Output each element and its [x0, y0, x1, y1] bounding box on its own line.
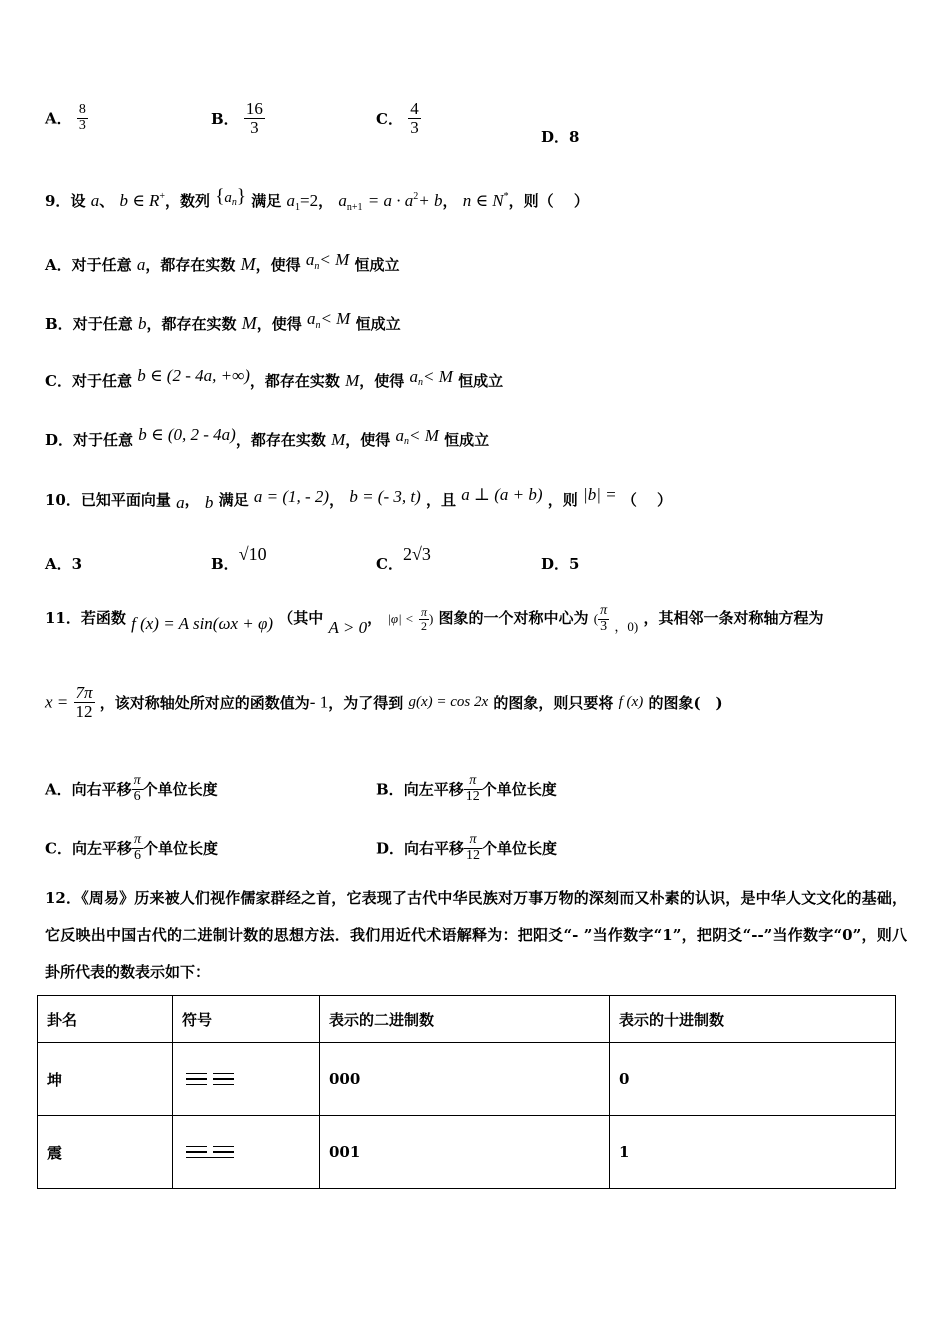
- q11-option-a: [45, 774, 218, 804]
- option-label: B．: [45, 315, 73, 333]
- text: 恒成立: [354, 256, 400, 274]
- numerator: π: [420, 605, 427, 620]
- table-cell: 001: [320, 1116, 610, 1189]
- option-label: B．: [211, 555, 239, 573]
- math: < M: [409, 426, 439, 445]
- option-value: 5: [569, 555, 580, 573]
- text: 满足: [251, 192, 282, 210]
- text: ，数列: [165, 192, 211, 210]
- q11-option-b: [376, 774, 557, 804]
- text: ，该对称轴处所对应的函数值为: [99, 693, 310, 712]
- text: 向右平移: [71, 780, 132, 799]
- q10-option-c: [376, 544, 431, 573]
- text: 个单位长度: [482, 839, 558, 858]
- option-label: A．: [45, 256, 72, 274]
- math: b ∈ R: [119, 191, 160, 210]
- q9-option-b: B．对于任意 b，都存在实数 M，使得 an< M 恒成立: [45, 309, 401, 333]
- math: g(x) = cos 2x: [408, 693, 489, 710]
- numerator: π: [464, 833, 482, 849]
- math: M: [331, 430, 346, 449]
- table-header: 表示的十进制数: [610, 996, 896, 1043]
- fraction: [132, 833, 143, 863]
- table-row: [38, 1043, 896, 1116]
- question-number: 11．: [45, 609, 81, 628]
- option-label: C．: [45, 372, 72, 390]
- option-label: A．: [45, 780, 72, 799]
- math: a: [136, 255, 146, 274]
- q10-stem: [45, 485, 672, 513]
- q8-option-d: [541, 126, 579, 147]
- table-cell: 震: [38, 1116, 173, 1189]
- math: + b: [418, 191, 443, 210]
- text: ，: [367, 609, 383, 628]
- text: （ ）: [621, 491, 673, 509]
- math: < M: [320, 309, 351, 328]
- text: ，则（ ）: [508, 192, 589, 210]
- text: ，其相邻一条对称轴方程为: [643, 609, 824, 628]
- math: *: [503, 191, 509, 202]
- numerator: π: [600, 603, 608, 618]
- math: A > 0: [328, 618, 368, 638]
- text: 恒成立: [458, 372, 504, 390]
- math: ，0): [614, 619, 639, 635]
- option-label: C．: [45, 839, 72, 858]
- option-label: B．: [211, 109, 239, 128]
- q10-option-a: [45, 553, 82, 574]
- fraction: [464, 833, 482, 863]
- math: x =: [45, 692, 69, 712]
- text: ，: [442, 192, 458, 210]
- math: < M: [423, 367, 453, 386]
- fraction: [598, 604, 609, 634]
- text: 的图象( ): [648, 693, 723, 712]
- math: n ∈ N: [462, 191, 504, 210]
- fraction: [464, 774, 482, 804]
- table-cell: 坤: [38, 1043, 173, 1116]
- table-header: 卦名: [38, 996, 173, 1043]
- option-value: 2√3: [402, 544, 431, 564]
- math: a: [90, 191, 100, 210]
- text: 对于任意: [71, 372, 132, 390]
- denominator: 6: [133, 847, 141, 863]
- q8-option-c: [376, 100, 421, 137]
- math: n: [231, 197, 237, 208]
- question-number: 10．: [45, 491, 81, 509]
- bagua-table: [37, 995, 896, 1189]
- text: ，使得: [345, 431, 391, 449]
- table-header-row: [38, 996, 896, 1043]
- math: < M: [319, 250, 350, 269]
- question-number: 12．: [45, 889, 82, 907]
- math: f (x): [618, 693, 644, 710]
- table-cell: 0: [610, 1043, 896, 1116]
- q11-option-c: [45, 833, 218, 863]
- text: 图象的一个对称中心为: [438, 609, 589, 628]
- option-label: A．: [45, 555, 72, 573]
- option-value: 3: [71, 555, 83, 573]
- question-number: 9．: [45, 192, 71, 210]
- numerator: π: [133, 773, 141, 788]
- fraction: [132, 774, 143, 804]
- math: - 1: [309, 692, 329, 712]
- math: b ∈ (2 - 4a, +∞): [137, 366, 250, 385]
- denominator: 3: [410, 117, 419, 137]
- option-label: A．: [45, 109, 72, 128]
- table-cell: [173, 1116, 320, 1189]
- q9-option-c: C．对于任意 b ∈ (2 - 4a, +∞)，都存在实数 M，使得 an< M 恒成立: [45, 366, 504, 390]
- denominator: 6: [133, 788, 141, 804]
- option-label: C．: [376, 109, 403, 128]
- q10-option-d: [541, 553, 579, 574]
- q10-option-b: [211, 544, 267, 573]
- text: ，为了得到: [328, 693, 404, 712]
- table-cell: 1: [610, 1116, 896, 1189]
- text: 恒成立: [355, 315, 401, 333]
- math: M: [241, 313, 257, 333]
- text: 的图象，则只要将: [493, 693, 614, 712]
- table-cell: 000: [320, 1043, 610, 1116]
- math: M: [240, 254, 256, 274]
- numerator: 8: [78, 102, 86, 117]
- math: |b| =: [583, 485, 617, 504]
- numerator: 16: [245, 99, 263, 118]
- option-label: C．: [376, 555, 403, 573]
- option-label: D．: [541, 555, 570, 573]
- q8-option-b: [211, 100, 265, 137]
- q9-stem: 9．设 a、 b ∈ R+，数列 {an} 满足 $a_1=2$， $a_{n+1} = a \cdot a^2+ b$， n ∈ N*，则（ ）: [45, 186, 589, 213]
- q11-option-d: [376, 833, 557, 863]
- denominator: 3: [78, 117, 86, 133]
- math: +: [159, 191, 166, 202]
- numerator: 7π: [75, 683, 93, 702]
- text: ，: [329, 491, 345, 509]
- fraction: [74, 684, 95, 721]
- option-value: √10: [238, 544, 267, 564]
- q11-stem-line1: 11．若函数 f (x) = A sin(ωx + φ) （其中 A > 0， |φ| < $\frac{\pi}{2}$ ) 图象的一个对称中心为 ( $\frac{\pi}{3}$ ，0) ，其相邻一条对称轴方程为: [45, 603, 824, 638]
- math: b = (- 3, t): [349, 487, 421, 506]
- text: 个单位长度: [142, 780, 218, 799]
- denominator: 12: [75, 701, 93, 721]
- fraction: [419, 606, 429, 632]
- math: a: [224, 190, 232, 206]
- text: 若函数: [80, 609, 126, 628]
- math: a: [176, 493, 185, 512]
- q12-stem: [45, 880, 907, 991]
- text: ，则: [547, 491, 578, 509]
- option-label: B．: [376, 780, 404, 799]
- text: 个单位长度: [481, 780, 557, 799]
- denominator: 3: [250, 117, 259, 137]
- math: b: [204, 493, 214, 512]
- denominator: 3: [600, 618, 608, 634]
- math: a ⊥ (a + b): [461, 485, 543, 504]
- option-label: D．: [376, 839, 405, 858]
- text: ，使得: [256, 315, 302, 333]
- text: ，且: [426, 491, 457, 509]
- math: n+1: [346, 202, 363, 213]
- denominator: 2: [420, 618, 427, 633]
- math: |φ| <: [387, 611, 414, 627]
- math: f (x) = A sin(ωx + φ): [131, 614, 274, 634]
- text: 设: [70, 192, 86, 210]
- question-text: 《周易》历来被人们视作儒家群经之首，它表现了古代中华民族对万事万物的深刻而又朴素的认识，是中华人文文化的基础，它反映出中国古代的二进制计数的思想方法．我们用近代术语解释为：把阳爻“- ”当作数字“1”，把阴爻“--”当作数字“0”，则八卦所代表的数表示如下：: [45, 889, 907, 981]
- fraction: [244, 100, 265, 137]
- math: a: [338, 191, 347, 210]
- q9-option-a: A．对于任意 a，都存在实数 M，使得 an< M 恒成立: [45, 250, 400, 274]
- math: 1: [295, 202, 301, 213]
- math: b ∈ (0, 2 - 4a): [138, 425, 236, 444]
- q9-option-d: D．对于任意 b ∈ (0, 2 - 4a)，都存在实数 M，使得 an< M 恒成立: [45, 425, 490, 449]
- text: 个单位长度: [142, 839, 218, 858]
- text: 对于任意: [73, 431, 134, 449]
- text: 向右平移: [404, 839, 465, 858]
- kun-trigram-icon: [186, 1069, 234, 1089]
- math: a: [286, 191, 296, 210]
- text: 已知平面向量: [80, 491, 171, 509]
- option-label: D．: [45, 431, 74, 449]
- math: b: [137, 314, 147, 333]
- text: ，都存在实数: [145, 256, 236, 274]
- text: ，使得: [359, 372, 405, 390]
- numerator: π: [464, 774, 482, 790]
- math: 2: [413, 191, 419, 202]
- text: ，: [318, 192, 334, 210]
- table-cell: [173, 1043, 320, 1116]
- denominator: 12: [465, 788, 480, 804]
- q8-option-a: [45, 103, 88, 133]
- text: 对于任意: [72, 315, 133, 333]
- text: 恒成立: [444, 431, 490, 449]
- math: (: [593, 611, 599, 627]
- q11-stem-line2: [45, 684, 723, 721]
- table-header: 符号: [173, 996, 320, 1043]
- text: 对于任意: [71, 256, 132, 274]
- table-header: 表示的二进制数: [320, 996, 610, 1043]
- text: ，都存在实数: [146, 315, 237, 333]
- text: 向左平移: [403, 780, 464, 799]
- math: a = (1, - 2): [253, 487, 330, 506]
- text: 向左平移: [71, 839, 132, 858]
- option-value: 8: [569, 128, 580, 146]
- text: ，都存在实数: [249, 372, 340, 390]
- text: 满足: [218, 491, 249, 509]
- table-row: [38, 1116, 896, 1189]
- numerator: π: [133, 832, 141, 847]
- text: ，都存在实数: [235, 431, 326, 449]
- math: M: [345, 371, 360, 390]
- denominator: 12: [466, 847, 481, 863]
- text: （其中: [278, 609, 324, 628]
- text: 、: [99, 192, 115, 210]
- text: ，使得: [255, 256, 301, 274]
- zhen-trigram-icon: [186, 1142, 234, 1162]
- text: ，: [184, 491, 200, 509]
- math: =2: [300, 191, 319, 210]
- fraction: [77, 103, 88, 133]
- math: = a · a: [367, 191, 414, 210]
- fraction: [408, 100, 421, 137]
- numerator: 4: [410, 99, 419, 118]
- option-label: D．: [541, 128, 570, 146]
